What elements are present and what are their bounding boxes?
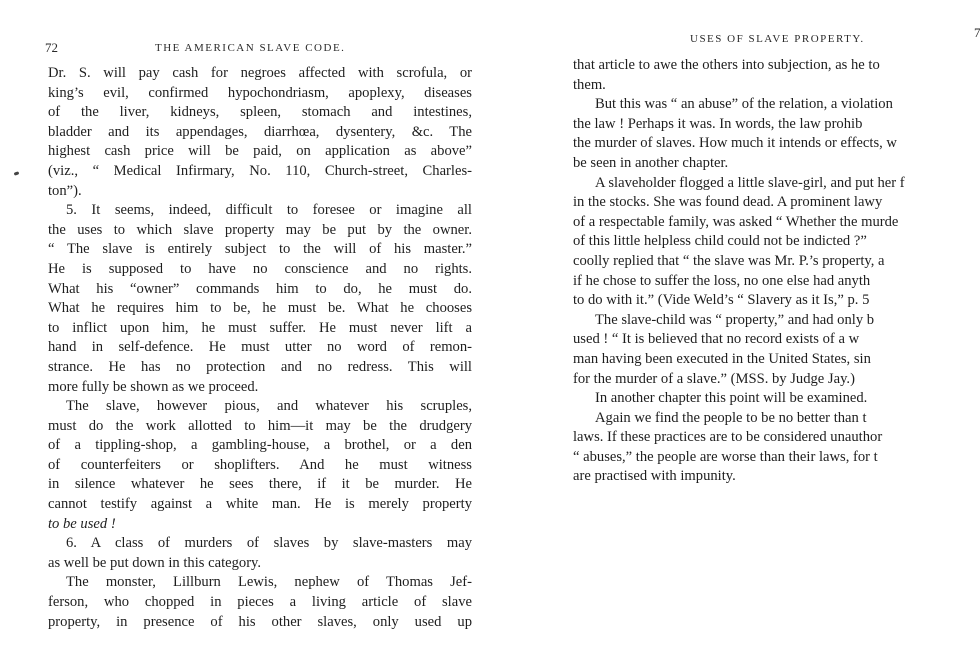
text-line: the uses to which slave property may be put by the owner. bbox=[48, 221, 472, 238]
text-line: cannot testify against a white man. He is merely property bbox=[48, 496, 472, 513]
text-line: more fully be shown as we proceed. bbox=[48, 378, 259, 395]
left-page-number: 72 bbox=[45, 40, 58, 55]
text-line: man having been executed in the United States, sin bbox=[573, 350, 871, 367]
text-line: them. bbox=[573, 76, 606, 93]
text-line: But this was “ an abuse” of the relation, a violation bbox=[595, 96, 893, 113]
text-line: the law ! Perhaps it was. In words, the law prohib bbox=[573, 115, 863, 132]
text-line: He is supposed to have no conscience and no rights. bbox=[48, 260, 472, 277]
right-running-head: USES OF SLAVE PROPERTY. bbox=[690, 33, 865, 45]
text-line: in silence whatever he sees there, if it be murder. He bbox=[48, 476, 472, 493]
text-line: 5. It seems, indeed, difficult to foresee or imagine all bbox=[66, 202, 472, 219]
text-line: hand in self-defence. He must utter no word of remon- bbox=[48, 339, 472, 356]
margin-mark bbox=[14, 171, 20, 176]
text-line: “ The slave is entirely subject to the will of his master.” bbox=[48, 241, 472, 258]
left-body-text bbox=[48, 64, 472, 632]
text-line: used ! “ It is believed that no record exists of a w bbox=[573, 331, 860, 348]
right-page bbox=[556, 0, 980, 656]
text-line: as well be put down in this category. bbox=[48, 554, 262, 571]
text-line: property, in presence of his other slaves, only used up bbox=[48, 613, 472, 630]
right-body-text bbox=[573, 56, 980, 487]
text-line: to inflict upon him, he must suffer. He must never lift a bbox=[48, 319, 472, 336]
text-line: The slave-child was “ property,” and had only b bbox=[595, 311, 875, 328]
text-line: must do the work allotted to him—it may be the drudgery bbox=[48, 417, 472, 434]
text-line: ferson, who chopped in pieces a living article of slave bbox=[48, 594, 472, 611]
text-line: of the liver, kidneys, spleen, stomach and intestines, bbox=[48, 104, 472, 121]
text-line: 6. A class of murders of slaves by slave-masters may bbox=[66, 535, 472, 552]
text-line: A slaveholder flogged a little slave-girl, and put her f bbox=[595, 174, 905, 191]
text-line: for the murder of a slave.” (MSS. by Judge Jay.) bbox=[573, 370, 855, 387]
text-line: Dr. S. will pay cash for negroes affected with scrofula, or bbox=[48, 65, 472, 81]
text-line: be seen in another chapter. bbox=[573, 154, 729, 171]
text-line: the murder of slaves. How much it intends or effects, w bbox=[573, 135, 897, 152]
text-line: to be used ! bbox=[48, 515, 116, 532]
text-line: king’s evil, confirmed hypochondriasm, apoplexy, diseases bbox=[48, 84, 472, 101]
text-line: Again we find the people to be no better than t bbox=[595, 409, 867, 426]
text-line: (viz., “ Medical Infirmary, No. 110, Church-street, Charles- bbox=[48, 162, 472, 179]
text-line: “ abuses,” the people are worse than their laws, for t bbox=[573, 448, 878, 465]
text-line: of a tippling-shop, a gambling-house, a brothel, or a den bbox=[48, 437, 472, 454]
text-line: of a respectable family, was asked “ Whether the murde bbox=[573, 213, 899, 230]
text-line: ton”). bbox=[48, 182, 82, 199]
text-line: of this little helpless child could not be indicted ?” bbox=[573, 233, 867, 250]
text-line: The slave, however pious, and whatever his scruples, bbox=[66, 398, 472, 415]
text-line: laws. If these practices are to be considered unauthor bbox=[573, 429, 883, 446]
text-line: if he chose to suffer the loss, no one else had anyth bbox=[573, 272, 871, 289]
text-line: highest cash price will be paid, on application as above” bbox=[48, 143, 472, 160]
book-gutter bbox=[500, 0, 556, 656]
text-line: are practised with impunity. bbox=[573, 468, 736, 485]
text-line: The monster, Lillburn Lewis, nephew of Thomas Jef- bbox=[66, 574, 472, 591]
text-line: In another chapter this point will be examined. bbox=[595, 390, 868, 407]
text-line: of counterfeiters or shoplifters. And he must witness bbox=[48, 456, 472, 473]
text-line: strance. He has no protection and no redress. This will bbox=[48, 358, 472, 375]
text-line: in the stocks. She was found dead. A prominent lawy bbox=[573, 194, 883, 211]
text-line: that article to awe the others into subjection, as he to bbox=[573, 57, 880, 73]
text-line: What his “owner” commands him to do, he must do. bbox=[48, 280, 472, 297]
right-page-number: 7 bbox=[974, 25, 980, 40]
text-line: to do with it.” (Vide Weld’s “ Slavery as it Is,” p. 5 bbox=[573, 292, 870, 309]
left-running-head: THE AMERICAN SLAVE CODE. bbox=[155, 42, 346, 54]
text-line: bladder and its appendages, diarrhœa, dysentery, &c. The bbox=[48, 123, 472, 140]
text-line: What he requires him to be, he must be. What he chooses bbox=[48, 300, 472, 317]
text-line: coolly replied that “ the slave was Mr. P.’s property, a bbox=[573, 252, 885, 269]
